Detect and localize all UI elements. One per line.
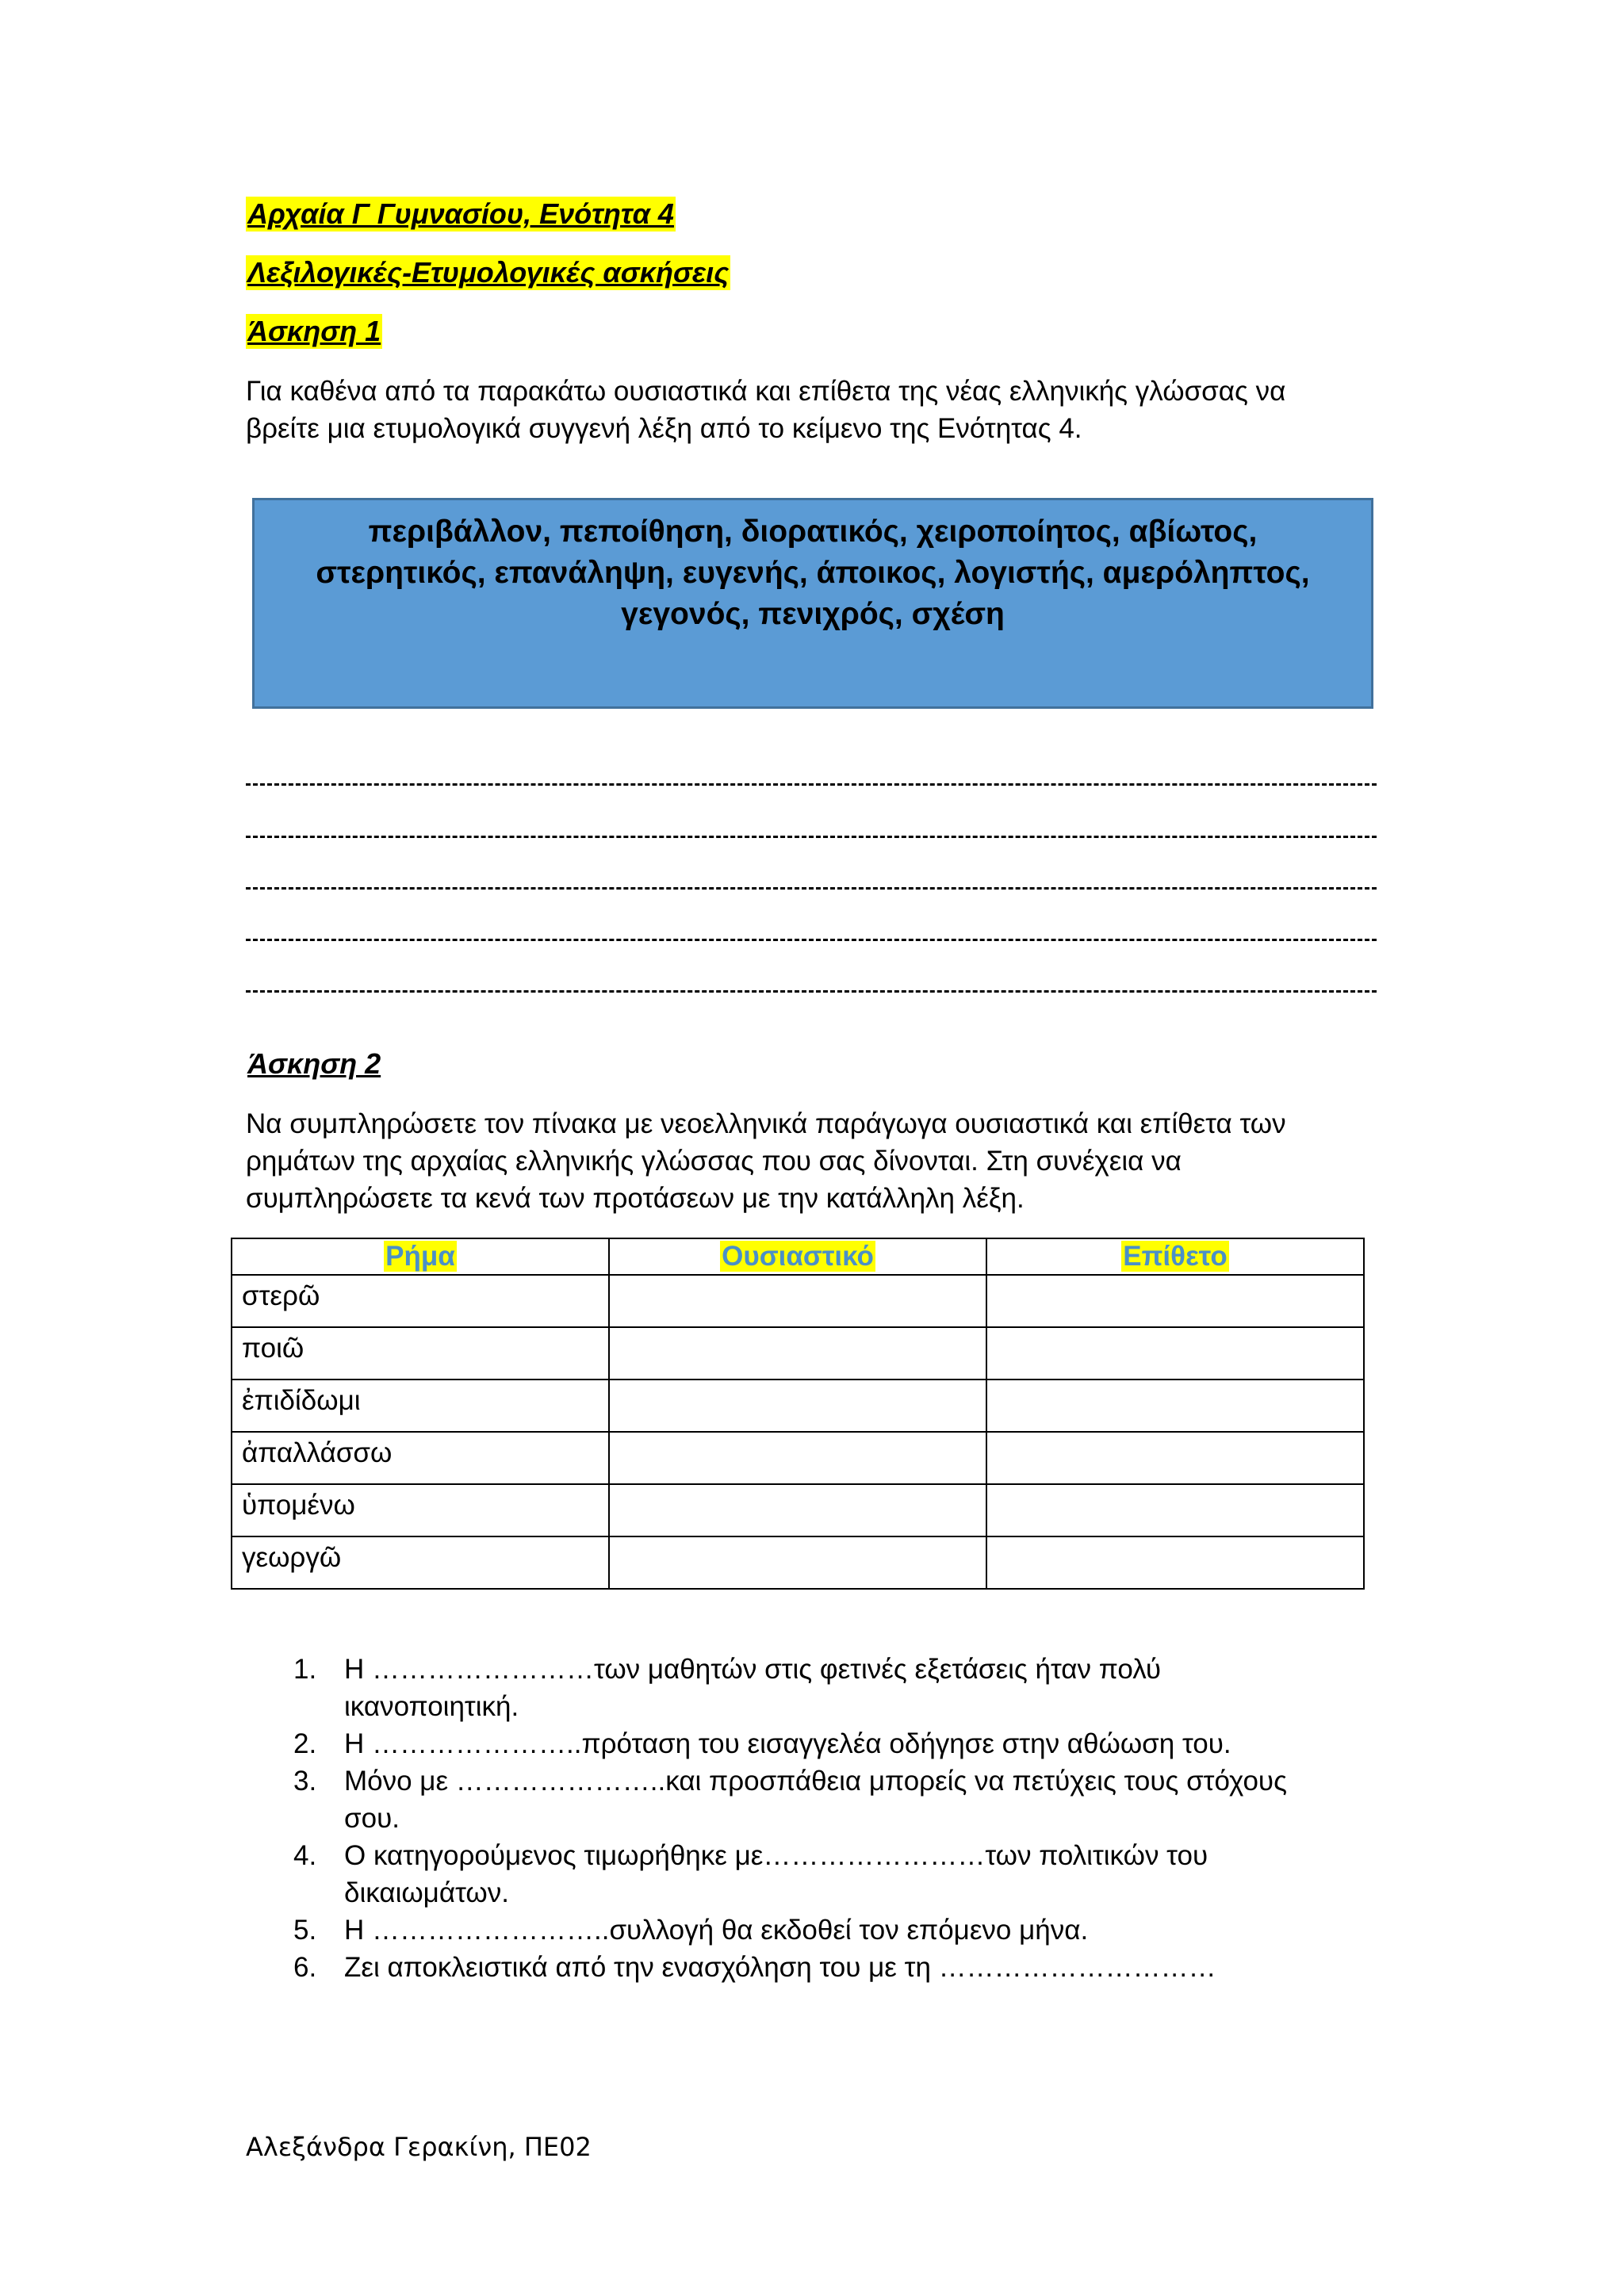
adjective-answer-cell[interactable] <box>986 1484 1364 1536</box>
derivatives-table <box>231 1238 1365 1590</box>
sentence-item <box>293 1949 1388 1986</box>
instruction-line: ρημάτων της αρχαίας ελληνικής γλώσσας που σας δίνονται. Στη συνέχεια να <box>246 1146 1182 1177</box>
sentence-item <box>293 1725 1388 1762</box>
adjective-answer-cell[interactable] <box>986 1432 1364 1484</box>
verb-cell: ἀπαλλάσσω <box>232 1432 609 1484</box>
sentence-text: Η …………………..πρόταση του εισαγγελέα οδήγησε στην αθώωση του. <box>344 1728 1231 1759</box>
verb-cell: ἐπιδίδωμι <box>232 1380 609 1432</box>
sentence-item <box>293 1837 1388 1911</box>
sentence-text: Μόνο με …………………..και προσπάθεια μπορείς να πετύχεις τους στόχους <box>344 1766 1287 1797</box>
column-header-adjective: Επίθετο <box>986 1238 1364 1275</box>
answer-line[interactable] <box>246 887 1377 890</box>
adjective-answer-cell[interactable] <box>986 1327 1364 1380</box>
adjective-answer-cell[interactable] <box>986 1536 1364 1589</box>
answer-line[interactable] <box>246 836 1377 838</box>
answer-line[interactable] <box>246 990 1377 993</box>
sentence-text: Ζει αποκλειστικά από την ενασχόληση του με τη ………………………… <box>344 1952 1216 1983</box>
sentence-text: δικαιωμάτων. <box>344 1877 509 1908</box>
instruction-line: συμπληρώσετε τα κενά των προτάσεων με την κατάλληλη λέξη. <box>246 1183 1025 1214</box>
footer-author: Αλεξάνδρα Γερακίνη, ΠΕ02 <box>246 2132 592 2162</box>
exercise2-heading: Άσκηση 2 <box>247 1047 381 1080</box>
verb-cell: ποιῶ <box>232 1327 609 1380</box>
noun-answer-cell[interactable] <box>609 1432 986 1484</box>
sentence-text: ικανοποιητική. <box>344 1691 519 1722</box>
word-list-line: στερητικός, επανάληψη, ευγενής, άποικος, λογιστής, αμερόληπτος, <box>316 556 1310 590</box>
sentence-text: Ο κατηγορούμενος τιμωρήθηκε με……………………των πολιτικών του <box>344 1840 1208 1871</box>
instruction-line: Να συμπληρώσετε τον πίνακα με νεοελληνικά παράγωγα ουσιαστικά και επίθετα των <box>246 1108 1286 1139</box>
verb-cell: γεωργῶ <box>232 1536 609 1589</box>
table-row <box>232 1327 1364 1380</box>
table-row <box>232 1275 1364 1327</box>
worksheet-subtitle: Λεξιλογικές-Ετυμολογικές ασκήσεις <box>247 256 730 289</box>
worksheet-title: Αρχαία Γ Γυμνασίου, Ενότητα 4 <box>247 197 674 230</box>
noun-answer-cell[interactable] <box>609 1536 986 1589</box>
sentence-item <box>293 1762 1388 1837</box>
sentence-number: 5. <box>293 1915 317 1946</box>
table-row <box>232 1432 1364 1484</box>
exercise1-instructions <box>246 373 1388 447</box>
sentence-number: 2. <box>293 1728 317 1759</box>
adjective-answer-cell[interactable] <box>986 1380 1364 1432</box>
sentence-text: σου. <box>344 1803 400 1834</box>
noun-answer-cell[interactable] <box>609 1275 986 1327</box>
sentence-number: 1. <box>293 1654 317 1685</box>
table-row <box>232 1484 1364 1536</box>
sentence-item <box>293 1651 1388 1725</box>
column-header-noun: Ουσιαστικό <box>609 1238 986 1275</box>
verb-cell: στερῶ <box>232 1275 609 1327</box>
column-header-verb: Ρήμα <box>232 1238 609 1275</box>
fill-in-sentences <box>293 1651 1388 1986</box>
verb-cell: ὑπομένω <box>232 1484 609 1536</box>
exercise1-heading: Άσκηση 1 <box>247 315 381 347</box>
table-row <box>232 1380 1364 1432</box>
noun-answer-cell[interactable] <box>609 1484 986 1536</box>
noun-answer-cell[interactable] <box>609 1380 986 1432</box>
answer-line[interactable] <box>246 939 1377 941</box>
adjective-answer-cell[interactable] <box>986 1275 1364 1327</box>
word-list-box <box>252 498 1373 709</box>
sentence-number: 4. <box>293 1840 317 1871</box>
word-list-line: γεγονός, πενιχρός, σχέση <box>621 597 1005 631</box>
sentence-number: 3. <box>293 1766 317 1797</box>
instruction-line: Για καθένα από τα παρακάτω ουσιαστικά και επίθετα της νέας ελληνικής γλώσσας να <box>246 376 1286 407</box>
exercise2-instructions <box>246 1105 1388 1217</box>
noun-answer-cell[interactable] <box>609 1327 986 1380</box>
instruction-line: βρείτε μια ετυμολογικά συγγενή λέξη από το κείμενο της Ενότητας 4. <box>246 413 1082 444</box>
sentence-text: Η ……………………των μαθητών στις φετινές εξετάσεις ήταν πολύ <box>344 1654 1162 1685</box>
table-header-row <box>232 1238 1364 1275</box>
word-list-line: περιβάλλον, πεποίθηση, διορατικός, χειροποίητος, αβίωτος, <box>368 515 1258 549</box>
sentence-text: Η ……………………..συλλογή θα εκδοθεί τον επόμενο μήνα. <box>344 1915 1089 1946</box>
answer-line[interactable] <box>246 783 1377 786</box>
table-row <box>232 1536 1364 1589</box>
sentence-item <box>293 1911 1388 1949</box>
sentence-number: 6. <box>293 1952 317 1983</box>
